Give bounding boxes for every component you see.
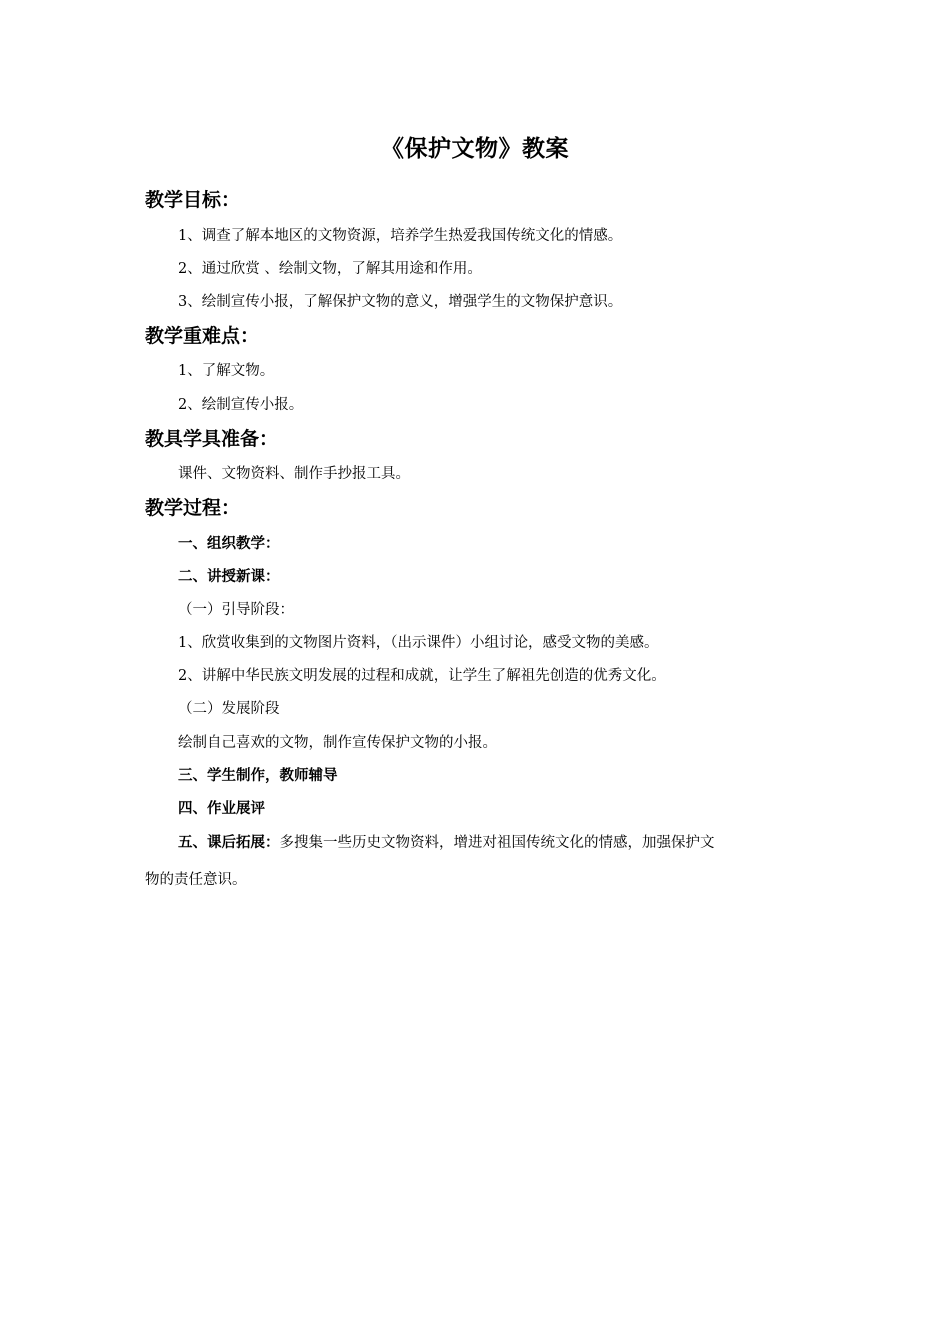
- stage-2-text: 绘制自己喜欢的文物，制作宣传保护文物的小报。: [178, 735, 497, 751]
- process-step-4: 四、作业展评: [178, 801, 265, 817]
- process-step-5: [178, 832, 715, 854]
- key-points-heading: 教学重难点：: [145, 325, 260, 347]
- materials-text: 课件、文物资料、制作手抄报工具。: [178, 466, 410, 482]
- process-step-2: 二、讲授新课：: [178, 569, 280, 585]
- step-5-text-continued: 物的责任意识。: [145, 872, 247, 888]
- materials-heading: 教具学具准备：: [145, 428, 279, 450]
- objective-item-3: 3、绘制宣传小报，了解保护文物的意义，增强学生的文物保护意识。: [178, 294, 623, 310]
- process-stage-2: （二）发展阶段: [178, 701, 280, 717]
- key-point-item-1: 1、了解文物。: [178, 363, 275, 379]
- step-5-label: 五、课后拓展：: [178, 835, 280, 851]
- stage-1-item-1: 1、欣赏收集到的文物图片资料，（出示课件）小组讨论，感受文物的美感。: [178, 635, 659, 651]
- objectives-heading: 教学目标：: [145, 189, 241, 211]
- objective-item-2: 2、通过欣赏 、绘制文物，了解其用途和作用。: [178, 261, 482, 277]
- process-step-3: 三、学生制作，教师辅导: [178, 768, 338, 784]
- stage-1-item-2: 2、讲解中华民族文明发展的过程和成就，让学生了解祖先创造的优秀文化。: [178, 668, 666, 684]
- objective-item-1: 1、调查了解本地区的文物资源，培养学生热爱我国传统文化的情感。: [178, 228, 623, 244]
- step-5-text: 多搜集一些历史文物资料，增进对祖国传统文化的情感，加强保护文: [279, 835, 715, 851]
- key-point-item-2: 2、绘制宣传小报。: [178, 397, 304, 413]
- process-heading: 教学过程：: [145, 497, 241, 519]
- process-stage-1: （一）引导阶段：: [178, 602, 294, 618]
- document-title: 《保护文物》教案: [381, 136, 569, 162]
- process-step-1: 一、组织教学：: [178, 536, 280, 552]
